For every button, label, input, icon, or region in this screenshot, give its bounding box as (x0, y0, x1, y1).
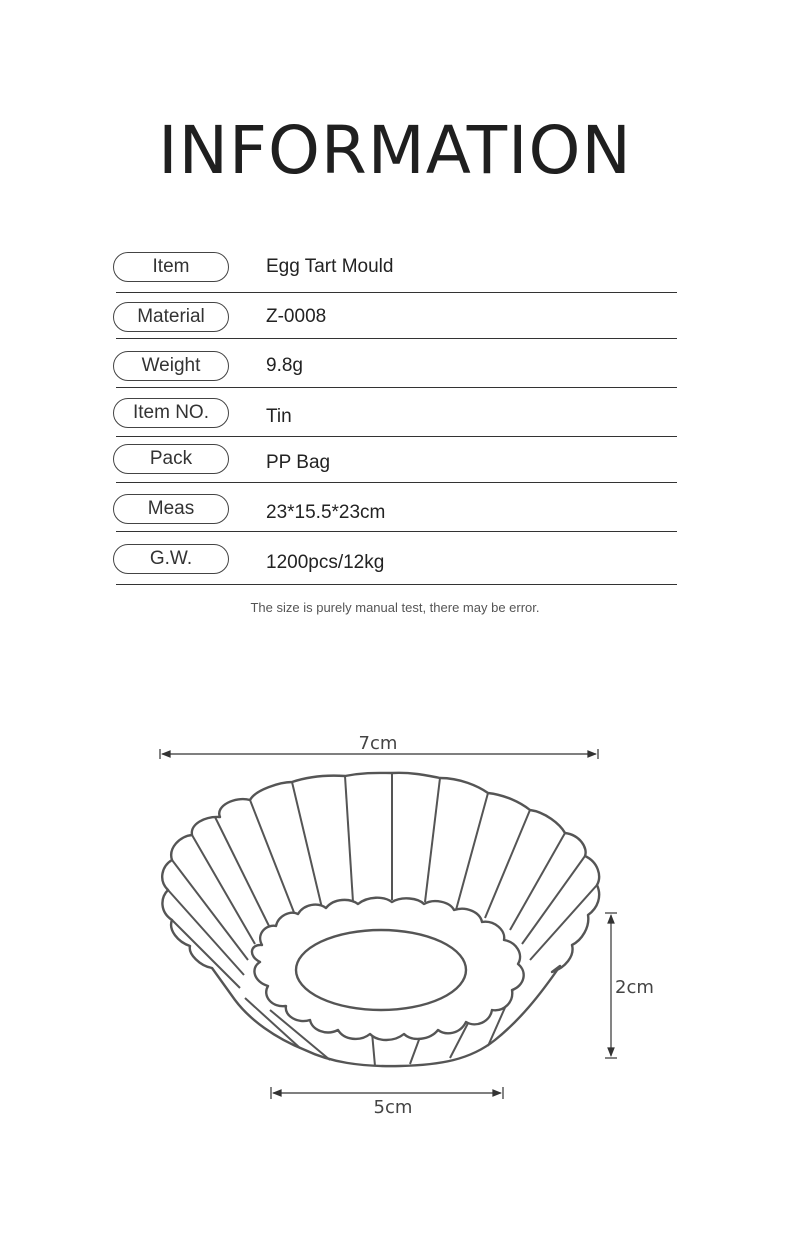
row-value: 1200pcs/12kg (266, 552, 385, 573)
info-row-pack (113, 444, 677, 484)
row-label: Pack (113, 444, 229, 474)
row-value: 9.8g (266, 355, 303, 376)
row-value: Z-0008 (266, 306, 327, 327)
info-row-meas (113, 494, 677, 534)
row-label: Meas (113, 494, 229, 524)
mould-diagram-svg (0, 720, 790, 1140)
row-divider (116, 338, 677, 339)
mould-body (162, 773, 599, 1066)
page-title: INFORMATION (158, 112, 632, 189)
disclaimer-note: The size is purely manual test, there may be error. (250, 600, 540, 615)
row-label: Item NO. (113, 398, 229, 428)
row-value: 23*15.5*23cm (266, 502, 386, 523)
height-label: 2cm (615, 977, 654, 998)
row-divider (116, 436, 677, 437)
info-row-weight (113, 351, 677, 391)
row-value: PP Bag (266, 452, 331, 473)
info-row-gw (113, 544, 677, 584)
info-row-item (113, 252, 677, 292)
row-divider (116, 387, 677, 388)
row-label: Weight (113, 351, 229, 381)
bottom-width-label: 5cm (373, 1097, 413, 1118)
height-dimension (605, 913, 654, 1058)
row-divider (116, 531, 677, 532)
row-value: Egg Tart Mould (266, 256, 394, 277)
row-label: G.W. (113, 544, 229, 574)
row-label: Material (113, 302, 229, 332)
bottom-width-dimension (271, 1087, 503, 1118)
tart-mould-drawing (0, 720, 790, 1140)
info-row-material (113, 302, 677, 342)
top-width-label: 7cm (358, 733, 398, 754)
row-divider (116, 584, 677, 585)
top-width-dimension (160, 733, 598, 759)
info-row-item-no (113, 398, 677, 438)
row-value: Tin (266, 406, 292, 427)
row-divider (116, 482, 677, 483)
row-label: Item (113, 252, 229, 282)
row-divider (116, 292, 677, 293)
